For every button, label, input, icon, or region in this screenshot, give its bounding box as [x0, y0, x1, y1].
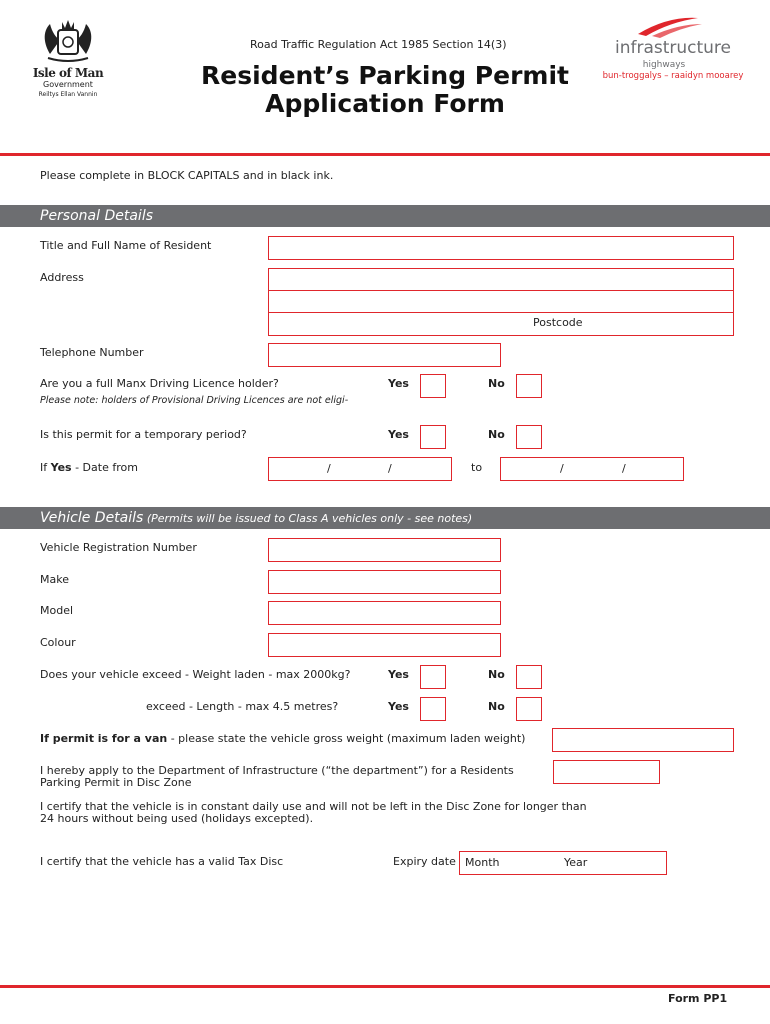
length-yes-label: Yes	[388, 700, 409, 713]
expiry-date-label: Expiry date	[393, 855, 456, 868]
weight-question: Does your vehicle exceed - Weight laden - max 2000kg?	[40, 668, 351, 681]
model-label: Model	[40, 604, 74, 617]
section-header-vehicle	[0, 507, 770, 529]
licence-yes-label: Yes	[388, 377, 409, 390]
act-reference: Road Traffic Regulation Act 1985 Section 14(3)	[250, 38, 507, 51]
weight-yes-checkbox[interactable]	[420, 665, 446, 689]
section-note-vehicle: (Permits will be issued to Class A vehicles only - see notes)	[146, 512, 473, 525]
van-weight-bold: If permit is for a van	[40, 732, 168, 745]
date-from-label	[40, 461, 138, 474]
dept-logo-sub2: bun-troggalys – raaidyn mooarey	[602, 71, 744, 81]
temporary-question: Is this permit for a temporary period?	[40, 428, 247, 441]
licence-question: Are you a full Manx Driving Licence holder?	[40, 377, 279, 390]
section-header-personal	[0, 205, 770, 227]
licence-no-checkbox[interactable]	[516, 374, 542, 398]
date-to-slash-2: /	[622, 462, 626, 475]
make-label: Make	[40, 573, 69, 586]
licence-yes-checkbox[interactable]	[420, 374, 446, 398]
date-from-field[interactable]	[268, 457, 452, 481]
length-no-label: No	[488, 700, 505, 713]
gov-logo	[30, 14, 106, 100]
length-no-checkbox[interactable]	[516, 697, 542, 721]
address-divider-1	[269, 290, 733, 291]
footer-divider	[0, 985, 770, 988]
postcode-label: Postcode	[533, 316, 583, 329]
page-title-line1: Resident’s Parking Permit	[201, 61, 569, 90]
header-divider	[0, 153, 770, 156]
expiry-year-label: Year	[564, 856, 588, 869]
van-weight-rest: - please state the vehicle gross weight (maximum laden weight)	[167, 732, 526, 745]
licence-note: Please note: holders of Provisional Driving Licences are not eligi-	[40, 395, 349, 406]
address-label: Address	[40, 271, 84, 284]
weight-no-label: No	[488, 668, 505, 681]
weight-yes-label: Yes	[388, 668, 409, 681]
temporary-no-label: No	[488, 428, 505, 441]
apply-statement-line2: Parking Permit in Disc Zone	[40, 776, 192, 789]
date-to-label: to	[471, 461, 483, 474]
temporary-no-checkbox[interactable]	[516, 425, 542, 449]
page-title-line2: Application Form	[265, 89, 505, 118]
address-field[interactable]	[268, 268, 734, 336]
tax-disc-label: I certify that the vehicle has a valid Tax Disc	[40, 855, 284, 868]
name-label: Title and Full Name of Resident	[40, 239, 212, 252]
colour-label: Colour	[40, 636, 76, 649]
if-yes-bold: Yes	[50, 461, 72, 474]
certify-use-line2: 24 hours without being used (holidays excepted).	[40, 812, 314, 825]
name-field[interactable]	[268, 236, 734, 260]
instructions: Please complete in BLOCK CAPITALS and in black ink.	[40, 169, 334, 182]
if-yes-suffix: - Date from	[71, 461, 138, 474]
date-from-slash-2: /	[388, 462, 392, 475]
apply-statement-line1: I hereby apply to the Department of Infrastructure (“the department”) for a Residents	[40, 764, 514, 777]
date-from-slash-1: /	[327, 462, 331, 475]
if-yes-prefix: If	[40, 461, 51, 474]
gov-logo-line1: Isle of Man	[32, 66, 104, 80]
date-to-slash-1: /	[560, 462, 564, 475]
dept-logo-sub1: highways	[642, 60, 686, 70]
temporary-yes-label: Yes	[388, 428, 409, 441]
expiry-month-label: Month	[465, 856, 500, 869]
licence-no-label: No	[488, 377, 505, 390]
weight-no-checkbox[interactable]	[516, 665, 542, 689]
colour-field[interactable]	[268, 633, 501, 657]
section-title-personal: Personal Details	[40, 208, 153, 224]
certify-use-line1: I certify that the vehicle is in constant daily use and will not be left in the Disc Zone for longer than	[40, 800, 587, 813]
van-weight-field[interactable]	[552, 728, 734, 752]
length-question: exceed - Length - max 4.5 metres?	[146, 700, 339, 713]
telephone-field[interactable]	[268, 343, 501, 367]
registration-field[interactable]	[268, 538, 501, 562]
form-id: Form PP1	[668, 992, 728, 1005]
gov-logo-line2: Government	[43, 80, 93, 89]
date-to-field[interactable]	[500, 457, 684, 481]
swoosh-icon	[598, 14, 748, 38]
crest-icon	[30, 14, 106, 66]
telephone-label: Telephone Number	[40, 346, 144, 359]
address-divider-2	[269, 312, 733, 313]
dept-logo	[598, 14, 748, 86]
registration-label: Vehicle Registration Number	[40, 541, 197, 554]
length-yes-checkbox[interactable]	[420, 697, 446, 721]
van-weight-label	[40, 732, 525, 745]
dept-logo-name: infrastructure	[614, 38, 732, 58]
make-field[interactable]	[268, 570, 501, 594]
temporary-yes-checkbox[interactable]	[420, 425, 446, 449]
gov-logo-line3: Reiltys Ellan Vannin	[38, 91, 98, 98]
section-title-vehicle: Vehicle Details	[40, 510, 144, 526]
disc-zone-field[interactable]	[553, 760, 660, 784]
model-field[interactable]	[268, 601, 501, 625]
